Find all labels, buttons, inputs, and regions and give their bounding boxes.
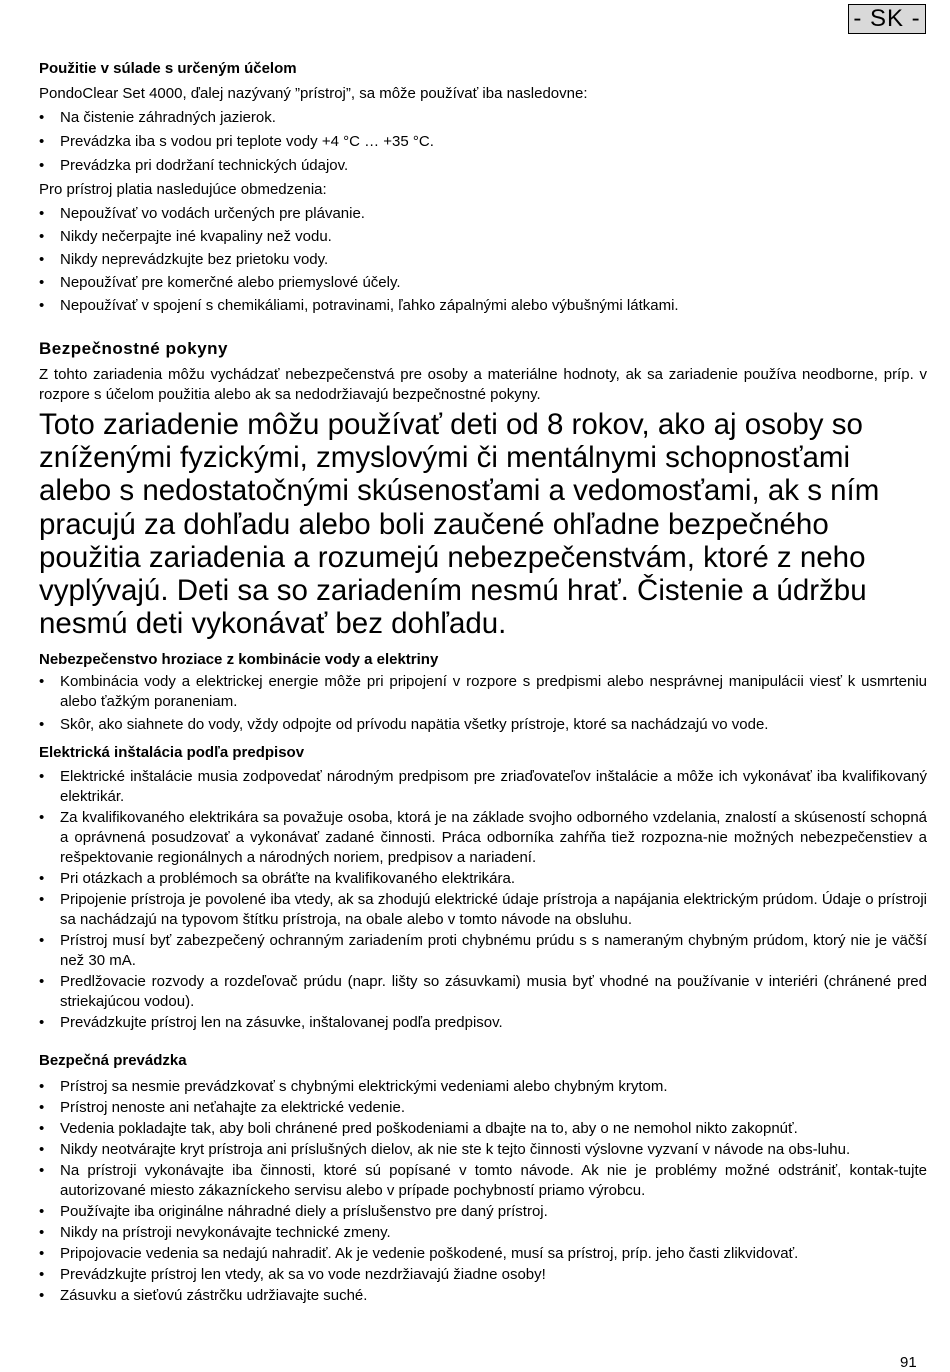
section-title: Nebezpečenstvo hroziace z kombinácie vody a elektriny [39, 651, 439, 669]
list-item: • Za kvalifikovaného elektrikára sa považuje osoba, ktorá je na základe svojho odborného vzdelania, znalostí a skúseností schopná a oprávnená posudzovať a vykonávať zadané činnosti. Práca odborníka zahŕňa tiež rozpozna-nie možných nebezpečenstiev a rešpektovanie regionálnych a národných noriem, predpisov a nariadení. [39, 808, 927, 868]
language-tag: - SK - [848, 4, 926, 34]
list-item: • Pri otázkach a problémoch sa obráťte na kvalifikovaného elektrikára. [39, 869, 927, 889]
page-number: 91 [900, 1354, 917, 1371]
list-item: • Prevádzka pri dodržaní technických údajov. [39, 156, 927, 176]
document-body [39, 59, 927, 1306]
list-item: • Nikdy neprevádzkujte bez prietoku vody. [39, 250, 927, 270]
list-item: • Zásuvku a sieťovú zástrčku udržiavajte suché. [39, 1286, 927, 1306]
list-item: • Používajte iba originálne náhradné diely a príslušenstvo pre daný prístroj. [39, 1202, 927, 1222]
child-safety-notice: Toto zariadenie môžu používať deti od 8 rokov, ako aj osoby so zníženými fyzickými, zmyslovými či mentálnymi schopnosťami alebo s nedostatočnými skúsenosťami a vedomosťami, ak s ním pracujú za dohľadu alebo boli zaučené ohľadne bezpečného použitia zariadenia a rozumejú nebezpečenstvám, ktoré z neho vyplývajú. Deti sa so zariadením nesmú hrať. Čistenie a údržbu nesmú deti vykonávať bez dohľadu. [39, 408, 880, 641]
list-item: • Nepoužívať pre komerčné alebo priemyslové účely. [39, 273, 927, 293]
section-water-electricity [39, 650, 927, 735]
list-item: • Nikdy nečerpajte iné kvapaliny než vodu. [39, 227, 927, 247]
list-item: • Vedenia pokladajte tak, aby boli chránené pred poškodeniami a dbajte na to, aby o ne nemohol nikto zakopnúť. [39, 1119, 927, 1139]
list-item: • Na prístroji vykonávajte iba činnosti, ktoré sú popísané v tomto návode. Ak nie je problémy možné odstrániť, kontak-tujte autorizované miesto zákazníckeho servisu alebo v prípade pochybností priamo výrobcu. [39, 1161, 927, 1201]
section-intended-use [39, 59, 927, 316]
bullet-list [39, 1077, 927, 1306]
list-item: • Pripojenie prístroja je povolené iba vtedy, ak sa zhodujú elektrické údaje prístroja a napájania elektrickým prúdom. Údaje o prístroji sa nachádzajú na typovom štítku prístroja, na obale alebo v tomto návode na obsluhu. [39, 890, 927, 930]
bullet-list [39, 672, 927, 735]
list-item: • Prístroj musí byť zabezpečený ochranným zariadením proti chybnému prúdu s s nameraným chybným prúdom, ktorý nie je väčší než 30 mA. [39, 931, 927, 971]
list-item: • Prevádzka iba s vodou pri teplote vody +4 °C … +35 °C. [39, 132, 927, 152]
section-title: Použitie v súlade s určeným účelom [39, 60, 297, 77]
section-title: Bezpečná prevádzka [39, 1052, 187, 1070]
list-item: • Skôr, ako siahnete do vody, vždy odpojte od prívodu napätia všetky prístroje, ktoré sa nachádzajú vo vode. [39, 715, 927, 735]
section-safety [39, 337, 927, 640]
paragraph: PondoClear Set 4000, ďalej nazývaný ”prístroj”, sa môže používať iba nasledovne: [39, 85, 588, 102]
list-item: • Elektrické inštalácie musia zodpovedať národným predpisom pre zriaďovateľov inštalácie a môže ich vykonávať iba kvalifikovaný elektrikár. [39, 767, 927, 807]
list-item: • Kombinácia vody a elektrickej energie môže pri pripojení v rozpore s predpismi alebo nesprávnej manipulácii viesť k usmrteniu alebo ťažkým poraneniam. [39, 672, 927, 712]
paragraph: Pro prístroj platia nasledujúce obmedzenia: [39, 181, 327, 198]
bullet-list [39, 204, 927, 316]
section-title: Elektrická inštalácia podľa predpisov [39, 744, 305, 762]
list-item: • Nikdy neotvárajte kryt prístroja ani príslušných dielov, ak nie ste k tejto činnosti výslovne vyzvaní v návode na obs-luhu. [39, 1140, 927, 1160]
list-item: • Predlžovacie rozvody a rozdeľovač prúdu (napr. lišty so zásuvkami) musia byť vhodné na používanie v interiéri (chránené pred striekajúcou vodou). [39, 972, 927, 1012]
list-item: • Prevádzkujte prístroj len vtedy, ak sa vo vode nezdržiavajú žiadne osoby! [39, 1265, 927, 1285]
list-item: • Prevádzkujte prístroj len na zásuvke, inštalovanej podľa predpisov. [39, 1013, 927, 1033]
section-safe-operation [39, 1051, 927, 1306]
list-item: • Na čistenie záhradných jazierok. [39, 108, 927, 128]
section-electrical-installation [39, 743, 927, 1033]
list-item: • Nikdy na prístroji nevykonávajte technické zmeny. [39, 1223, 927, 1243]
paragraph: Z tohto zariadenia môžu vychádzať nebezpečenstvá pre osoby a materiálne hodnoty, ak sa zariadenie používa neodborne, príp. v rozpore s účelom použitia alebo ak sa nedodržiavajú bezpečnostné pokyny. [39, 366, 927, 403]
list-item: • Pripojovacie vedenia sa nedajú nahradiť. Ak je vedenie poškodené, musí sa prístroj, príp. jeho časti zlikvidovať. [39, 1244, 927, 1264]
bullet-list [39, 108, 927, 176]
bullet-list [39, 767, 927, 1033]
section-title: Bezpečnostné pokyny [39, 339, 228, 358]
list-item: • Nepoužívať vo vodách určených pre plávanie. [39, 204, 927, 224]
list-item: • Nepoužívať v spojení s chemikáliami, potravinami, ľahko zápalnými alebo výbušnými látkami. [39, 296, 927, 316]
list-item: • Prístroj sa nesmie prevádzkovať s chybnými elektrickými vedeniami alebo chybným krytom. [39, 1077, 927, 1097]
list-item: • Prístroj nenoste ani neťahajte za elektrické vedenie. [39, 1098, 927, 1118]
